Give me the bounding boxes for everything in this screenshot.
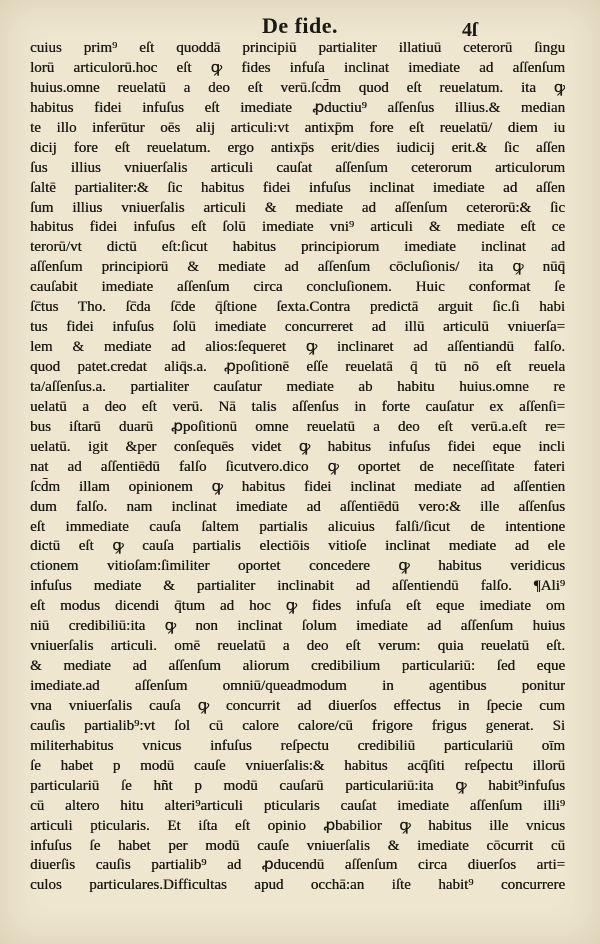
text-line: nat ad aſſentiēdū falſo ſicutvero.dico ꝙ oportet de neceſſitate fateri bbox=[30, 458, 565, 475]
text-line: lem & mediate ad alios:ſequeret ꝙ inclinaret ad aſſentiandū falſo. bbox=[30, 339, 565, 356]
text-line: ta/aſſenſus.a. partialiter cauſatur mediate ab habitu huius.omne re bbox=[30, 378, 565, 395]
running-title: De fide. bbox=[261, 13, 339, 38]
text-line: cuius prim⁹ eſt quoddā principiū partialiter illatiuū ceterorū ſingu bbox=[30, 40, 565, 56]
text-line: & mediate ad aſſenſum aliorum credibilium particulariū: ſed eque bbox=[30, 658, 565, 675]
text-line: terorū/vt dictū eſt:ſicut habitus principiorum imediate inclinat ad bbox=[30, 239, 565, 256]
text-line: uelatū. igit &per conſequēs videt ꝙ habitus infuſus fidei eque incli bbox=[30, 438, 565, 455]
folio-number: 4ſ bbox=[462, 19, 478, 41]
text-line: bus iſtarū duarū ꝓpoſitionū omne reuelatū a deo eſt verū.a.eſt re= bbox=[30, 418, 565, 435]
text-line: dum falſo. nam inclinat imediate ad aſſentiēdū vero:& ille aſſenſus bbox=[30, 498, 565, 515]
running-head bbox=[0, 12, 600, 40]
text-line: infuſus ſe habet per modū cauſe vniuerſalis & imediate cōcurrit cū bbox=[30, 837, 565, 854]
text-line: uelatū a deo eſt verū. Nā talis aſſenſus in forte cauſatur ex aſſenſi= bbox=[30, 398, 565, 415]
text-block bbox=[30, 39, 565, 896]
text-line: aſſenſum principiorū & mediate ad aſſenſum cōcluſionis/ ita ꝙ nūq̄ bbox=[30, 259, 565, 276]
text-line: ſc̄tus Tho. ſc̄da ſc̄de q̄ſtione ſexta.Contra predictā arguit ſic.ſi habi bbox=[30, 299, 565, 316]
text-line: vniuerſalis articuli. omē reuelatū a deo eſt verum: quia reuelatū eſt. bbox=[30, 638, 565, 655]
text-line: cauſis partialib⁹:vt ſol cū calore calore/cū frigore frigus generat. Si bbox=[30, 717, 565, 734]
text-line: lorū articulorū.hoc eſt ꝙ fides infuſa inclinat imediate ad aſſenſum bbox=[30, 59, 565, 76]
text-line: ſus illius vniuerſalis articuli cauſat aſſenſum ceterorum articulorum bbox=[30, 159, 565, 176]
text-line: cauſabit imediate aſſenſum circa concluſionem. Huic conformat ſe bbox=[30, 279, 565, 296]
text-line: habitus fidei infuſus eſt imediate ꝓductiu⁹ aſſenſus illius.& median bbox=[30, 99, 565, 116]
text-line: ſaltē partialiter:& ſic habitus fidei infuſus inclinat imediate ad aſſen bbox=[30, 179, 565, 196]
text-line: quod patet.credat aliq̄s.a. ꝓpoſitionē eſſe reuelatā q̄ tū nō eſt reuela bbox=[30, 359, 565, 375]
text-line: dicij fore eſt reuelatum. ergo antixp̄s erit/dies iudicij erit.& ſic aſſen bbox=[30, 139, 565, 156]
text-line: ctionem vitioſam:ſimiliter oportet concedere ꝙ habitus veridicus bbox=[30, 558, 565, 575]
text-line: imediate.ad aſſenſum omniū/queadmodum in agentibus ponitur bbox=[30, 678, 565, 694]
text-line: articuli pticularis. Et iſta eſt opinio ꝓbabilior ꝙ habitus ille vnicus bbox=[30, 817, 565, 834]
text-line: ſcd̄m illam opinionem ꝙ habitus fidei inclinat mediate ad aſſentien bbox=[30, 478, 565, 495]
text-line: infuſus mediate & partialiter inclinabit ad aſſentiendū falſo. ¶Ali⁹ bbox=[30, 578, 565, 595]
text-line: militerhabitus vnicus infuſus reſpectu credibiliū particulariū oīm bbox=[30, 737, 565, 754]
text-line: cū altero hitu alteri⁹articuli pticularis cauſat imediate aſſenſum illi⁹ bbox=[30, 797, 565, 814]
text-line: vna vniuerſalis cauſa ꝙ concurrit ad diuerſos effectus in ſpecie cum bbox=[30, 697, 565, 714]
text-line: eſt immediate cauſa ſaltem partialis alicuius falſi/ſicut de intentione bbox=[30, 518, 565, 535]
text-line: dictū eſt ꝙ cauſa partialis electiōis vitioſe inclinat mediate ad ele bbox=[30, 538, 565, 555]
text-line: tus fidei infuſus ſolū imediate concurreret ad illū articulū vniuerſa= bbox=[30, 319, 565, 336]
text-line: diuerſis cauſis partialib⁹ ad ꝓducendū aſſenſum circa diuerſos arti= bbox=[30, 857, 565, 874]
text-line: particulariū ſe hñt p modū cauſarū particulariū:ita ꝙ habit⁹infuſus bbox=[30, 777, 565, 794]
text-line: te illo inferūtur oēs alij articuli:vt antixp̄m fore eſt reuelatū/ diem iu bbox=[30, 119, 565, 136]
text-line: culos particulares.Difficultas apud occhā:an iſte habit⁹ concurrere bbox=[30, 877, 565, 894]
text-line: niū credibiliū:ita ꝙ non inclinat ſolum imediate ad aſſenſum huius bbox=[30, 618, 565, 635]
text-line: ſe habet p modū cauſe vniuerſalis:& habitus acq̄ſiti reſpectu illorū bbox=[30, 757, 565, 774]
text-line: ſum illius vniuerſalis articuli & mediate ad aſſenſum ceterorū:& ſic bbox=[30, 199, 565, 216]
text-line: huius.omne reuelatū a deo eſt verū.ſcd̄m quod eſt reuelatum. ita ꝙ bbox=[30, 79, 565, 96]
text-line: habitus fidei infuſus eſt ſolū imediate vni⁹ articuli & mediate eſt ce bbox=[30, 219, 565, 236]
text-line: eſt modus dicendi q̄tum ad hoc ꝙ fides infuſa eſt eque imediate om bbox=[30, 598, 565, 615]
